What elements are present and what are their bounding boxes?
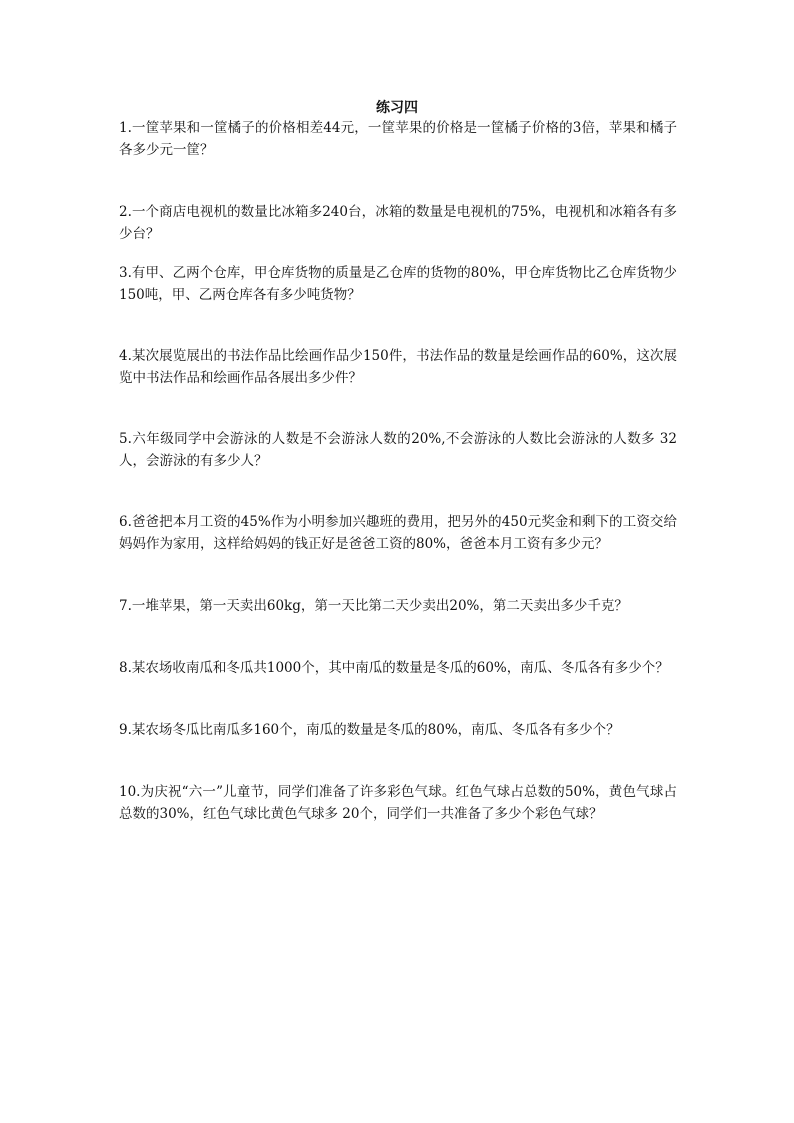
question-3: 3.有甲、乙两个仓库，甲仓库货物的质量是乙仓库的货物的80%，甲仓库货物比乙仓库货物少150吨，甲、乙两仓库各有多少吨货物？	[119, 265, 677, 303]
question-9: 9.某农场冬瓜比南瓜多160个，南瓜的数量是冬瓜的80%，南瓜、冬瓜各有多少个？	[119, 722, 620, 738]
question-8: 8.某农场收南瓜和冬瓜共1000个，其中南瓜的数量是冬瓜的60%，南瓜、冬瓜各有多少个？	[119, 660, 669, 676]
question-4: 4.某次展览展出的书法作品比绘画作品少150件，书法作品的数量是绘画作品的60%，这次展览中书法作品和绘画作品各展出多少件？	[119, 348, 677, 386]
question-1: 1.一筐苹果和一筐橘子的价格相差44元，一筐苹果的价格是一筐橘子价格的3倍，苹果和橘子各多少元一筐？	[119, 120, 677, 158]
question-2: 2.一个商店电视机的数量比冰箱多240台，冰箱的数量是电视机的75%，电视机和冰箱各有多少台？	[119, 204, 677, 242]
question-5: 5.六年级同学中会游泳的人数是不会游泳人数的20%,不会游泳的人数比会游泳的人数多 32人，会游泳的有多少人？	[119, 431, 677, 469]
question-7: 7.一堆苹果，第一天卖出60kg，第一天比第二天少卖出20%，第二天卖出多少千克？	[119, 598, 628, 614]
page-title: 练习四	[376, 100, 418, 116]
question-10: 10.为庆祝“六一”儿童节，同学们准备了许多彩色气球。红色气球占总数的50%，黄色气球占总数的30%，红色气球比黄色气球多 20个，同学们一共准备了多少个彩色气球？	[119, 784, 677, 822]
question-6: 6.爸爸把本月工资的45%作为小明参加兴趣班的费用，把另外的450元奖金和剩下的工资交给妈妈作为家用，这样给妈妈的钱正好是爸爸工资的80%，爸爸本月工资有多少元？	[119, 514, 677, 552]
